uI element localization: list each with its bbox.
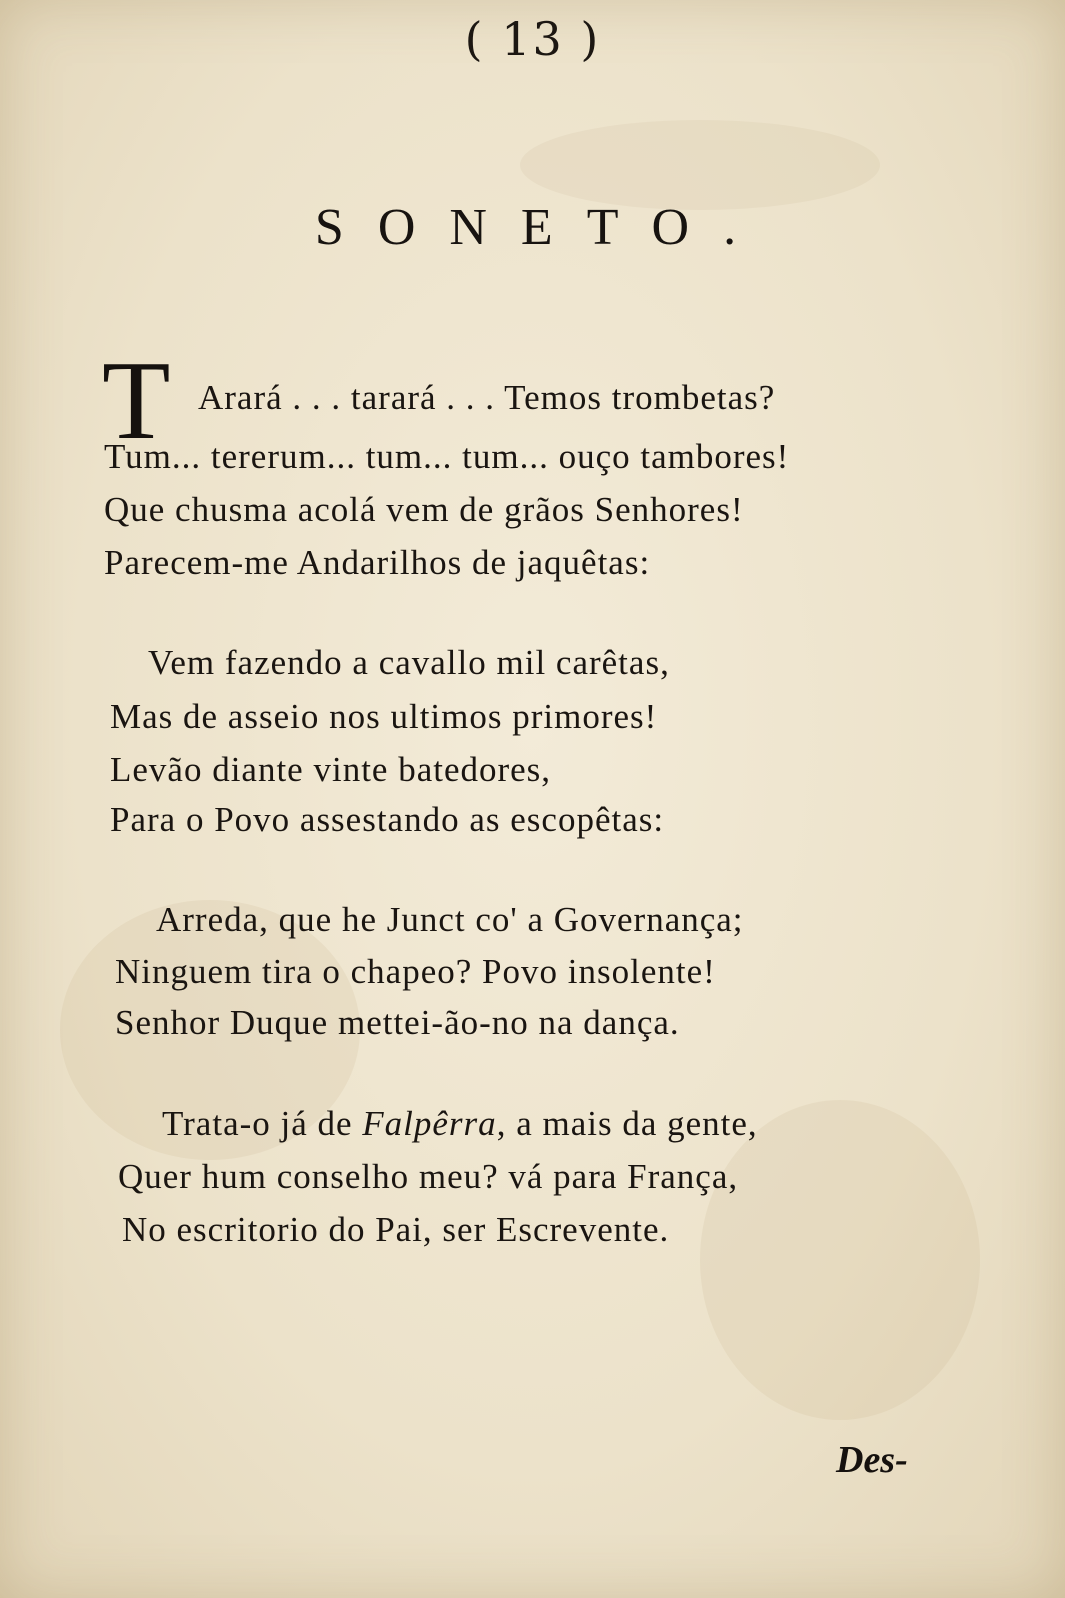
verse-line: Quer hum conselho meu? vá para França,: [118, 1157, 739, 1196]
catchword: Des-: [836, 1439, 908, 1481]
page-number: ( 13 ): [464, 12, 601, 66]
verse-line: Mas de asseio nos ultimos primores!: [110, 697, 658, 736]
verse-line: Vem fazendo a cavallo mil carêtas,: [148, 643, 670, 682]
drop-cap: T: [102, 339, 171, 463]
verse-text: , a mais da gente,: [496, 1104, 758, 1143]
verse-line: Que chusma acolá vem de grãos Senhores!: [104, 490, 744, 529]
poem-title: SONETO.: [314, 199, 771, 256]
verse-line: No escritorio do Pai, ser Escrevente.: [122, 1210, 670, 1249]
verse-line: Levão diante vinte batedores,: [110, 750, 552, 789]
place-name: Falpêrra: [362, 1104, 497, 1143]
verse-line: Tum... tererum... tum... tum... ouço tambores!: [104, 437, 790, 476]
verse-line: [162, 1104, 758, 1144]
verse-line: Senhor Duque mettei-ão-no na dança.: [115, 1003, 680, 1042]
verse-line: Arreda, que he Junct co' a Governança;: [156, 900, 744, 939]
verse-line: Para o Povo assestando as escopêtas:: [110, 800, 665, 839]
verse-line: Ninguem tira o chapeo? Povo insolente!: [115, 952, 716, 991]
verse-line: Parecem-me Andarilhos de jaquêtas:: [104, 543, 651, 582]
verse-text: Trata-o já de: [162, 1104, 363, 1143]
verse-line: Arará . . . tarará . . . Temos trombetas?: [198, 378, 776, 417]
